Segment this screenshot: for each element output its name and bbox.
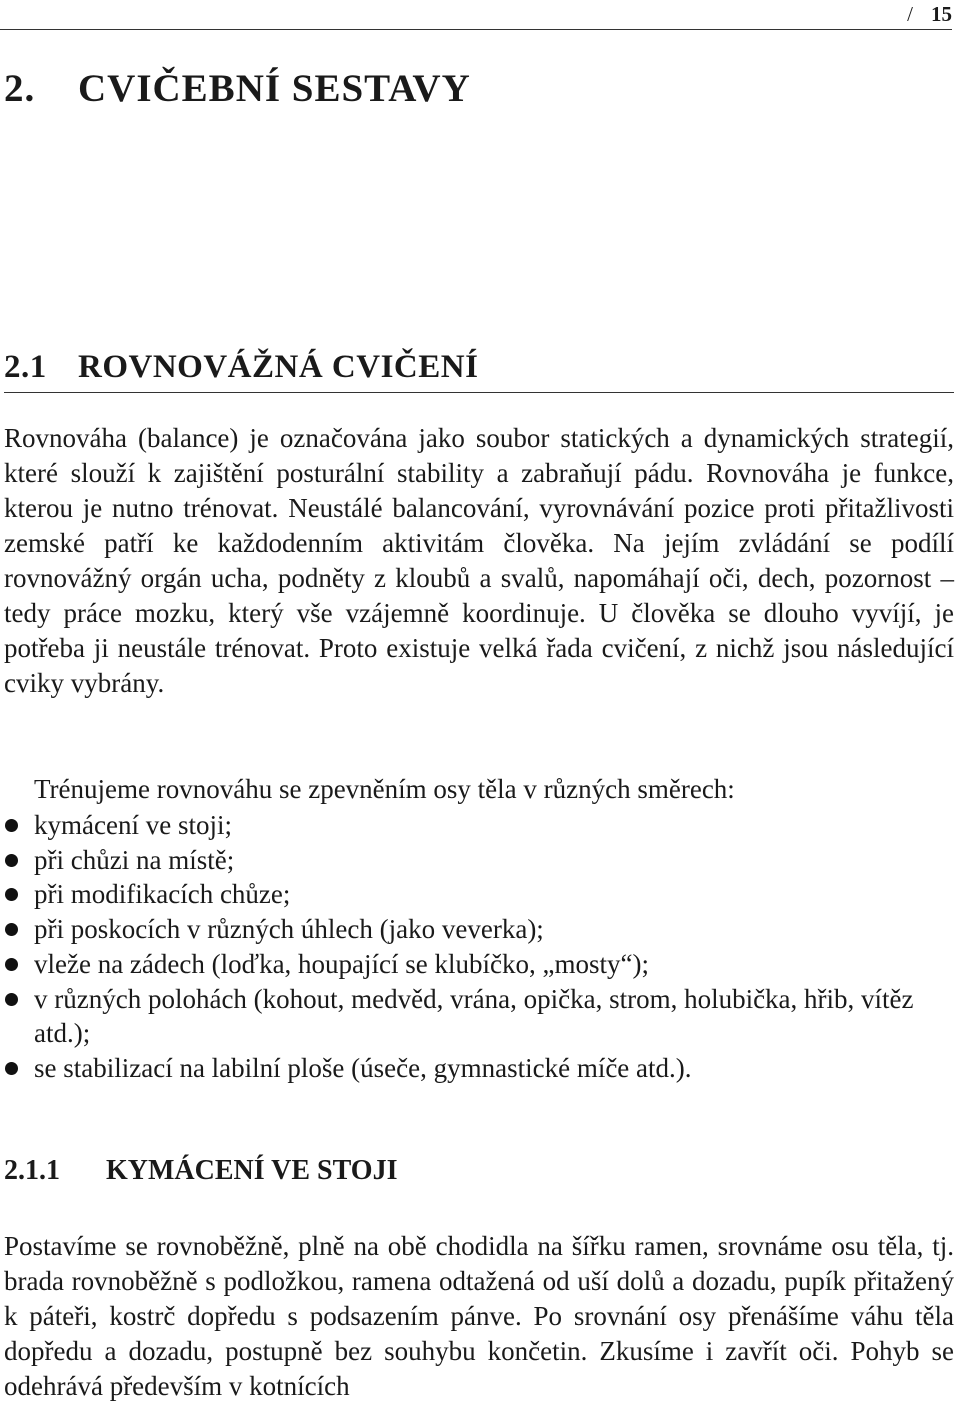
list-item-text: kymácení ve stoji; bbox=[34, 810, 232, 840]
list-intro: Trénujeme rovnováhu se zpevněním osy těla v různých směrech: bbox=[34, 774, 735, 804]
chapter-number: 2. bbox=[4, 67, 36, 110]
subsection-title: KYMÁCENÍ VE STOJI bbox=[106, 1155, 398, 1186]
bullet-icon bbox=[5, 888, 18, 901]
bullet-icon bbox=[5, 958, 18, 971]
subsection-number: 2.1.1 bbox=[4, 1155, 60, 1186]
bullet-icon bbox=[5, 819, 18, 832]
list-item bbox=[0, 808, 955, 843]
bullet-icon bbox=[5, 993, 18, 1006]
header-slash: / bbox=[907, 2, 913, 26]
list-item bbox=[0, 1051, 955, 1086]
chapter-heading bbox=[4, 66, 934, 111]
list-item bbox=[0, 912, 955, 947]
list-item-text: při chůzi na místě; bbox=[34, 844, 235, 875]
running-header bbox=[0, 0, 952, 30]
bullet-icon bbox=[5, 854, 18, 867]
body-paragraph: Postavíme se rovnoběžně, plně na obě chodidla na šířku ramen, srovnáme osu těla, tj. brada rovnoběžně s podložkou, ramena odtažená od uší dolů a dozadu, pupík přitažený k páteři, kostrč dopředu s podsazením pánve. Po srovnání osy přenášíme váhu těla dopředu a dozadu, postupně bez souhybu končetin. Zkusíme i zavřít oči. Pohyb se odehrává především v kotnících bbox=[4, 1231, 954, 1401]
bullet-icon bbox=[5, 923, 18, 936]
section-number: 2.1 bbox=[4, 349, 47, 385]
list-item bbox=[0, 947, 955, 982]
page-number: 15 bbox=[931, 2, 952, 26]
list-item-text: se stabilizací na labilní ploše (úseče, gymnastické míče atd.). bbox=[34, 1052, 692, 1083]
list-item-text: při modifikacích chůze; bbox=[34, 879, 291, 910]
exercise-list bbox=[0, 808, 955, 1086]
bullet-icon bbox=[5, 1062, 18, 1075]
list-item bbox=[0, 982, 955, 1051]
section-title: ROVNOVÁŽNÁ CVIČENÍ bbox=[78, 349, 479, 385]
subsection-heading bbox=[4, 1155, 397, 1187]
chapter-title: CVIČEBNÍ SESTAVY bbox=[78, 67, 471, 110]
list-item-text: v různých polohách (kohout, medvěd, vrána, opička, strom, holubička, hřib, vítěz atd.); bbox=[34, 983, 914, 1049]
list-item bbox=[0, 843, 955, 878]
list-item bbox=[0, 877, 955, 912]
section-heading bbox=[4, 349, 954, 393]
list-item-text: vleže na zádech (loďka, houpající se klubíčko, „mosty“); bbox=[34, 948, 649, 979]
intro-paragraph: Rovnováha (balance) je označována jako soubor statických a dynamických strategií, které slouží k zajištění posturální stability a zabraňují pádu. Rovnováha je funkce, kterou je nutno trénovat. Neustálé balancování, vyrovnávání pozice proti přitažlivosti zemské patří ke každodenním aktivitám člověka. Na jejím zvládání se podílí rovnovážný orgán ucha, podněty z kloubů a svalů, napomáhají oči, dech, pozornost – tedy práce mozku, který vše vzájemně koordinuje. U člověka se dlouho vyvíjí, je potřeba ji neustále trénovat. Proto existuje velká řada cvičení, z nichž jsou následující cviky vybrány. bbox=[4, 423, 954, 698]
list-item-text: při poskocích v různých úhlech (jako veverka); bbox=[34, 914, 544, 945]
